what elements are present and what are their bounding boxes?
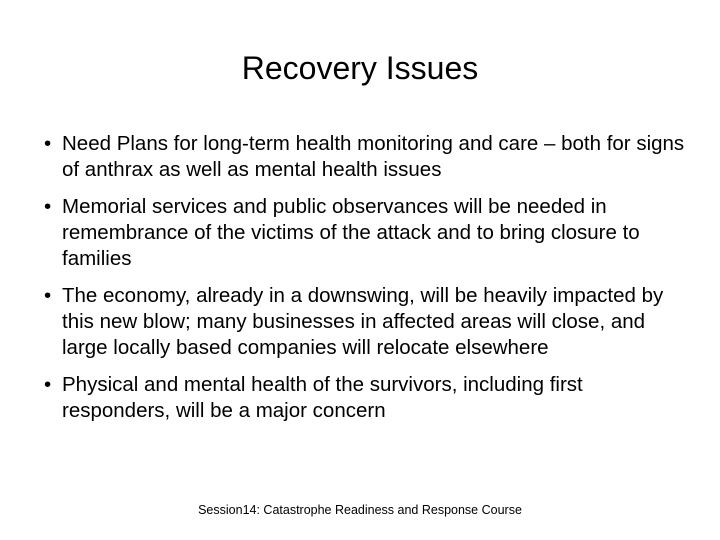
- bullet-marker: •: [44, 373, 52, 396]
- bullet-marker: •: [44, 284, 52, 307]
- slide-footer: Session14: Catastrophe Readiness and Response Course: [198, 503, 522, 517]
- bullet-item: [44, 194, 694, 272]
- bullet-item: [44, 372, 694, 424]
- bullet-list: [44, 131, 694, 435]
- bullet-text: Physical and mental health of the survivors, including first responders, will be a major concern: [62, 373, 583, 422]
- bullet-item: [44, 283, 694, 361]
- slide-title: Recovery Issues: [241, 50, 479, 86]
- bullet-text: Need Plans for long-term health monitoring and care – both for signs of anthrax as well as mental health issues: [62, 132, 685, 181]
- bullet-marker: •: [44, 195, 52, 218]
- bullet-marker: •: [44, 132, 52, 155]
- bullet-text: Memorial services and public observances will be needed in remembrance of the victims of the attack and to bring closure to families: [62, 195, 640, 270]
- bullet-text: The economy, already in a downswing, will be heavily impacted by this new blow; many businesses in affected areas will close, and large locally based companies will relocate elsewhere: [62, 284, 664, 359]
- bullet-item: [44, 131, 694, 183]
